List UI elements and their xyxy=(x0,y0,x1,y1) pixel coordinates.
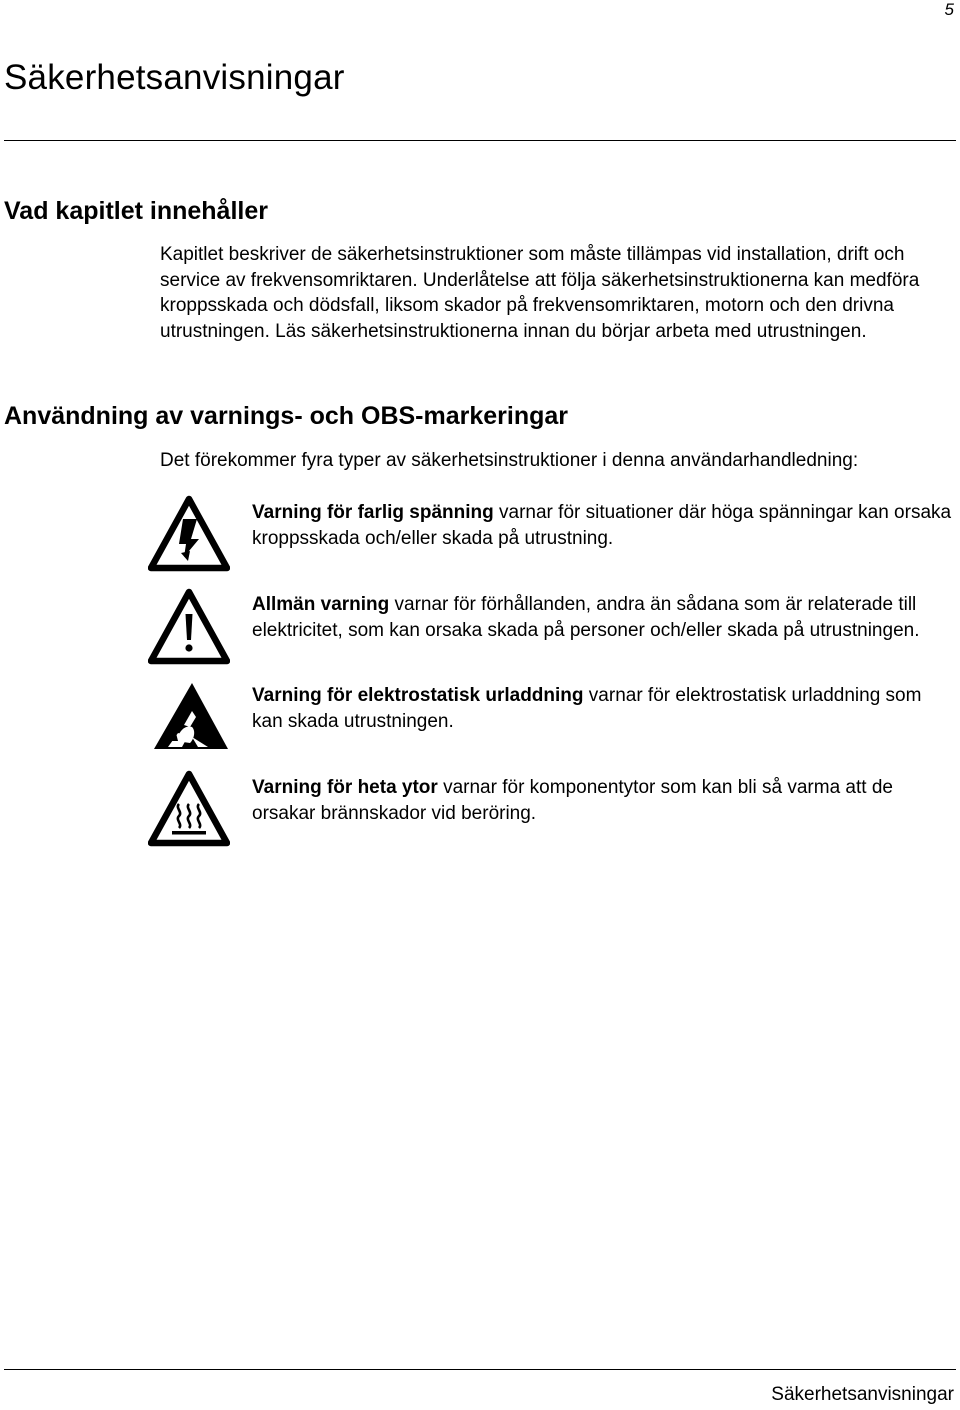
hot-surface-warning-icon xyxy=(148,770,230,850)
markings-intro: Det förekommer fyra typer av säkerhetsinstruktioner i denna användarhandledning: xyxy=(160,450,859,471)
page-number: 5 xyxy=(944,0,954,19)
general-warning-icon xyxy=(148,588,230,668)
warning-text-general xyxy=(252,592,952,643)
contents-paragraph: Kapitlet beskriver de säkerhetsinstruktioner som måste tillämpas vid installation, drift och service av frekvensomriktaren. Underlåtelse att följa säkerhetsinstruktionerna kan medföra kroppsskada och dödsfall, liksom skador på frekvensomriktaren, motorn och den drivna utrustningen. Läs säkerhetsinstruktionerna innan du börjar arbeta med utrustningen. xyxy=(160,244,920,342)
warning-title-hot-surface: Varning för heta ytor xyxy=(252,777,438,798)
warning-text-high-voltage xyxy=(252,500,952,551)
bottom-divider xyxy=(4,1369,956,1370)
top-divider xyxy=(4,140,956,141)
warning-text-esd xyxy=(252,683,952,734)
chapter-title: Säkerhetsanvisningar xyxy=(4,58,345,97)
footer-title: Säkerhetsanvisningar xyxy=(771,1384,954,1405)
warning-description-hot-surface: varnar för komponentytor som kan bli så varma att de orsakar brännskador vid beröring. xyxy=(252,777,893,824)
warning-title-general: Allmän varning xyxy=(252,594,390,615)
section-heading-contents: Vad kapitlet innehåller xyxy=(4,197,268,225)
high-voltage-warning-icon xyxy=(148,495,230,575)
warning-description-general: varnar för förhållanden, andra än sådana som är relaterade till elektricitet, som kan orsaka skada på personer och/eller skada på utrustningen. xyxy=(252,594,920,641)
electrostatic-discharge-icon xyxy=(148,681,230,761)
warning-title-high-voltage: Varning för farlig spänning xyxy=(252,502,494,523)
warning-text-hot-surface xyxy=(252,775,952,826)
warning-description-esd: varnar för elektrostatisk urladdning som kan skada utrustningen. xyxy=(252,685,922,732)
warning-title-esd: Varning för elektrostatisk urladdning xyxy=(252,685,584,706)
warning-description-high-voltage: varnar för situationer där höga spänningar kan orsaka kroppsskada och/eller skada på utrustning. xyxy=(252,502,952,549)
section-heading-markings: Användning av varnings- och OBS-markeringar xyxy=(4,402,569,430)
